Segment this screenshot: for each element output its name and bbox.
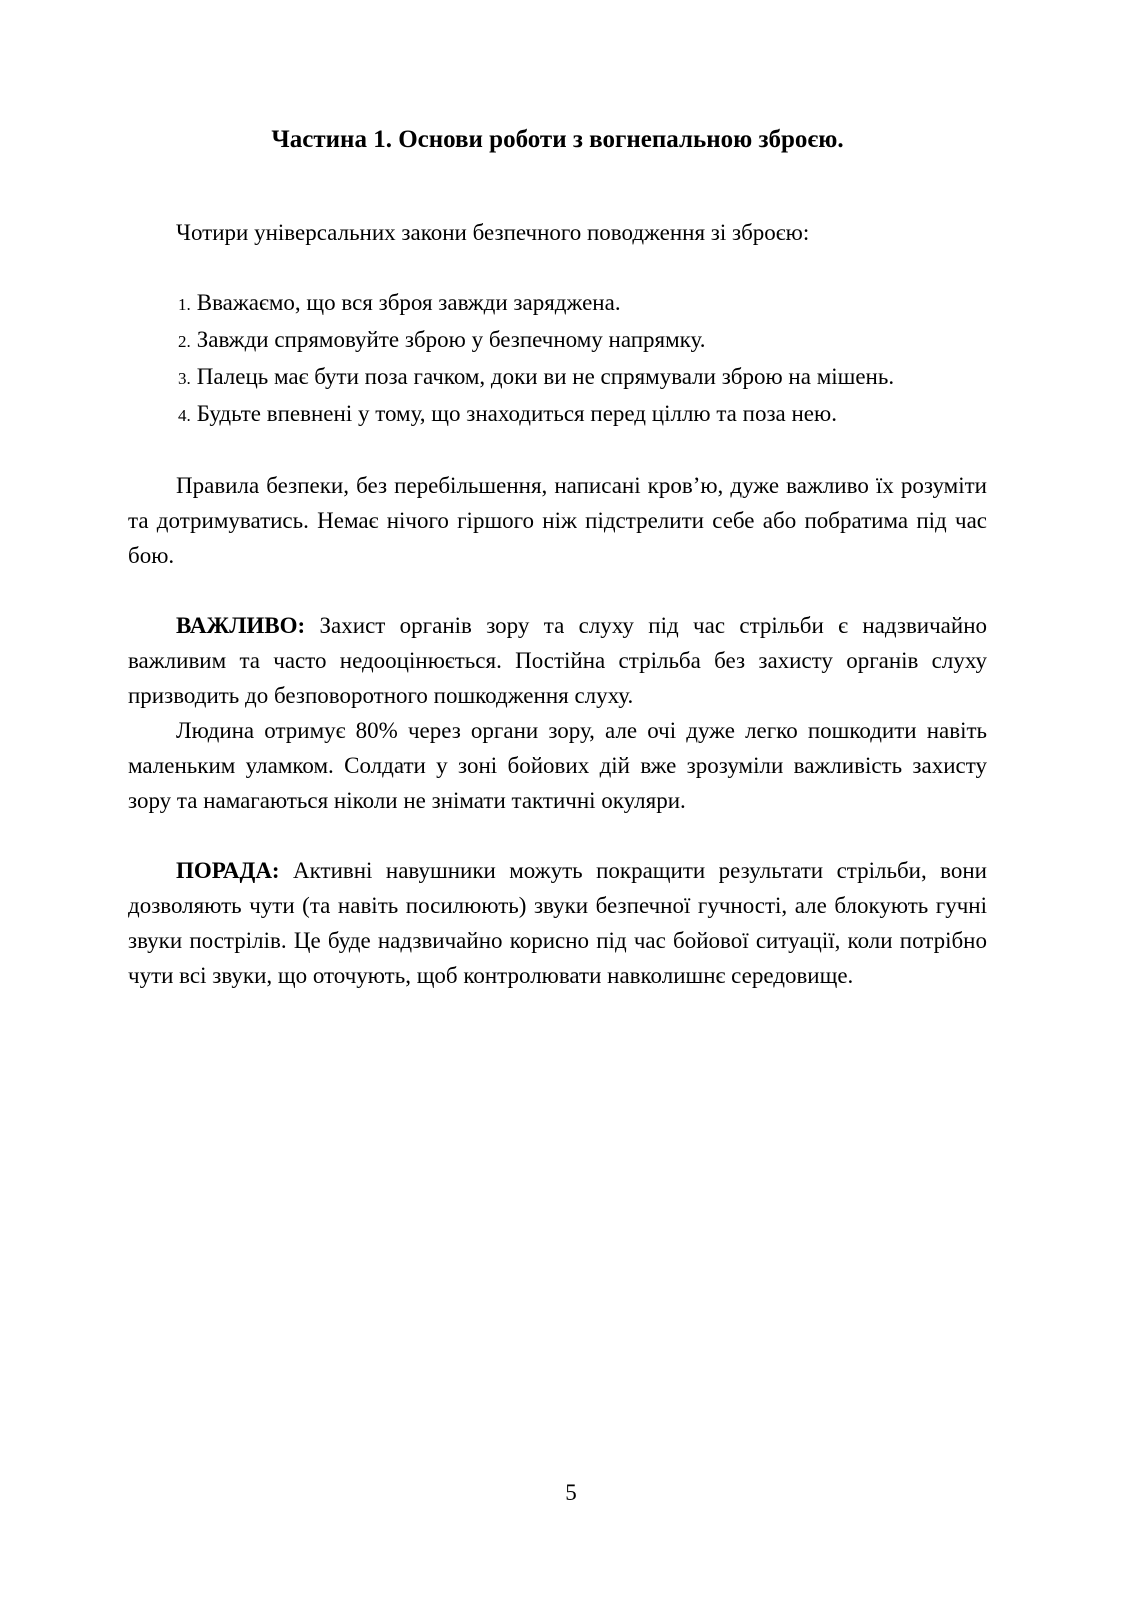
list-item	[128, 359, 987, 396]
important-text: Захист органів зору та слуху під час стрільби є надзвичайно важливим та часто недооцінюється. Постійна стрільба без захисту органів слуху призводить до безповоротного пошкодження слуху.	[128, 613, 988, 708]
advice-text: Активні навушники можуть покращити результати стрільби, вони дозволяють чути (та навіть посилюють) звуки безпечної гучності, але блокують гучні звуки пострілів. Це буде надзвичайно корисно під час бойової ситуації, коли потрібно чути всі звуки, що оточують, щоб контролювати навколишнє середовище.	[128, 858, 987, 988]
list-item	[128, 322, 987, 359]
rules-paragraph: Правила безпеки, без перебільшення, написані кров’ю, дуже важливо їх розуміти та дотримуватись. Немає нічого гіршого ніж підстрелити себе або побратима під час бою.	[128, 473, 987, 568]
page-title: Частина 1. Основи роботи з вогнепальною зброєю.	[271, 126, 844, 153]
list-item	[128, 285, 987, 322]
list-item-text: Завжди спрямовуйте зброю у безпечному напрямку.	[196, 327, 706, 352]
page-number: 5	[565, 1480, 577, 1505]
list-item	[128, 396, 987, 433]
list-item-text: Будьте впевнені у тому, що знаходиться перед ціллю та поза нею.	[196, 401, 837, 426]
intro-paragraph: Чотири універсальних закони безпечного поводження зі зброєю:	[176, 220, 810, 245]
list-item-number: 4.	[178, 406, 191, 425]
advice-label: ПОРАДА:	[176, 858, 280, 883]
safety-laws-list	[128, 285, 987, 433]
list-item-number: 3.	[178, 369, 191, 388]
important-label: ВАЖЛИВО:	[176, 613, 306, 638]
list-item-text: Палець має бути поза гачком, доки ви не спрямували зброю на мішень.	[196, 364, 895, 389]
list-item-number: 2.	[178, 332, 191, 351]
list-item-text: Вважаємо, що вся зброя завжди заряджена.	[196, 290, 621, 315]
advice-paragraph	[128, 853, 987, 993]
vision-paragraph: Людина отримує 80% через органи зору, але очі дуже легко пошкодити навіть маленьким уламком. Солдати у зоні бойових дій вже зрозуміли важливість захисту зору та намагаються ніколи не знімати тактичні окуляри.	[128, 718, 987, 813]
important-paragraph	[128, 608, 987, 713]
list-item-number: 1.	[178, 295, 191, 314]
